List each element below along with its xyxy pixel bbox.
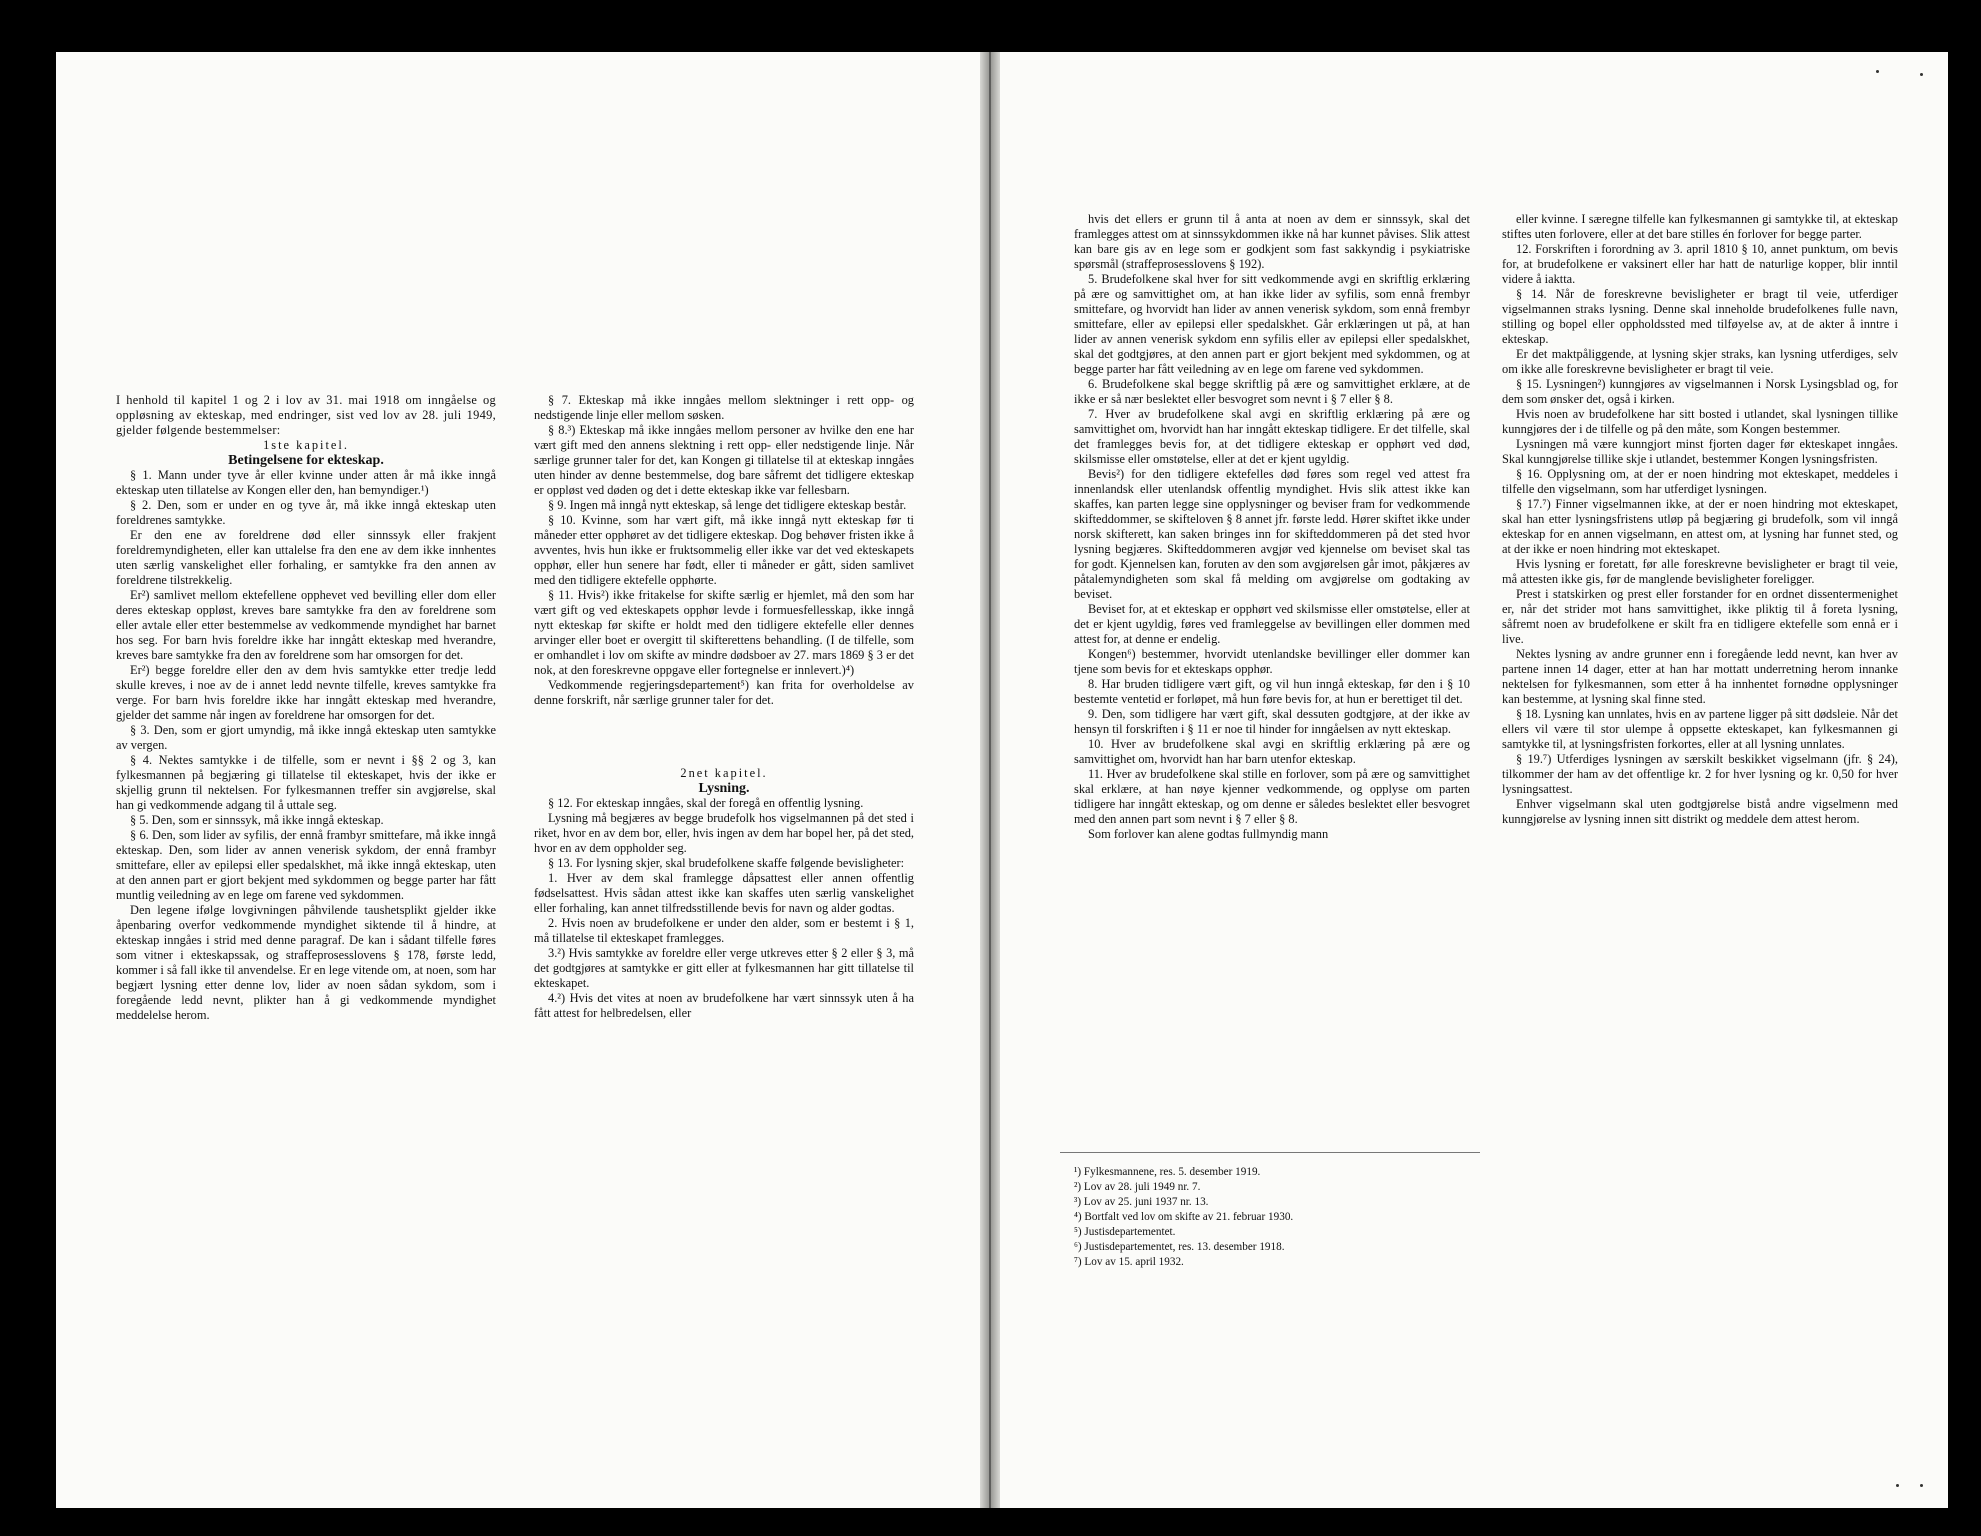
paragraph-list [534,393,914,708]
paragraph: Som forlover kan alene godtas fullmyndig mann [1088,827,1329,841]
scan-speck [1876,70,1879,73]
paragraph: 1. Hver av dem skal framlegge dåpsattest eller annen offentlig fødselsattest. Hvis sådan attest ikke kan skaffes uten særlig vanskelighet eller forhaling, kan annet tilfredsstillende bevis for navn og alder godtas. [534,871,914,915]
scan-speck [1920,1484,1923,1487]
paragraph: Kongen⁶) bestemmer, hvorvidt utenlandske bevillinger eller dommer kan tjene som bevis for et ekteskaps opphør. [1074,647,1470,676]
paragraph-list [1502,212,1898,827]
footnote: ⁷) Lov av 15. april 1932. [1074,1256,1184,1268]
paragraph: eller kvinne. I særegne tilfelle kan fylkesmannen gi samtykke til, at ekteskap stiftes uten forlovere, eller at det bare stilles én forlover for begge parter. [1502,212,1898,241]
paragraph: Nektes lysning av andre grunner enn i foregående ledd nevnt, kan hver av partene innen 14 dager, etter at han har mottatt underretning herom innanke nektelsen for fylkesmannen, som etter å ha innhentet fornødne opplysninger kan bestemme, at lysning skal finne sted. [1502,647,1898,706]
footnote: ³) Lov av 25. juni 1937 nr. 13. [1074,1196,1209,1208]
paragraph: § 19.⁷) Utferdiges lysningen av særskilt beskikket vigselmann (jfr. § 24), tilkommer der ham av det offentlige kr. 2 for hver lysning og kr. 0,50 for hver lysningsattest. [1502,752,1898,796]
paragraph: § 6. Den, som lider av syfilis, der ennå frambyr smittefare, må ikke inngå ekteskap. Den, som lider av annen venerisk sykdom, der ennå frambyr smittefare, eller av epilepsi eller spedalskhet, må ikke inngå ekteskap, uten at den annen part er gjort bekjent med sykdommen og begge parter har fått muntlig veiledning av en lege om farene ved sykdommen. [116,828,496,902]
paragraph: Lysning må begjæres av begge brudefolk hos vigselmannen på det sted i riket, hvor en av dem bor, eller, hvis ingen av dem har bopel her, på det sted, hvor en av dem oppholder seg. [534,811,914,855]
paragraph: § 10. Kvinne, som har vært gift, må ikke inngå nytt ekteskap før ti måneder etter opphøret av det tidligere ekteskap. Dog behøver fristen ikke å avventes, hvis hun ikke er fruktsommelig eller ikke var det ved ekteskapets opphør, eller hun senere har født, eller ti måneder er gått, siden samlivet med den tidligere ektefelle opphørte. [534,513,914,587]
chapter-1-title: 1ste kapitel. [263,438,349,452]
right-page-column-1 [1074,212,1470,842]
footnote: ²) Lov av 28. juli 1949 nr. 7. [1074,1181,1201,1193]
paragraph: § 5. Den, som er sinnssyk, må ikke inngå ekteskap. [130,813,384,827]
left-page [56,52,980,1508]
page-gutter [980,52,1000,1508]
paragraph: § 17.⁷) Finner vigselmannen ikke, at der er noen hindring mot ekteskapet, skal han etter lysningsfristens utløp på begjæring gi brudefolk, som vil inngå ekteskap for en annen vigselmann, en attest om, at lysning har funnet sted, og at der ikke er noen hindring mot ekteskapet. [1502,497,1898,556]
paragraph: 12. Forskriften i forordning av 3. april 1810 § 10, annet punktum, om bevis for, at brudefolkene er vaksinert eller har hatt de naturlige kopper, blir inntil videre å iaktta. [1502,242,1898,286]
paragraph: 3.²) Hvis samtykke av foreldre eller verge utkreves etter § 2 eller § 3, må det godtgjøres at samtykke er gitt eller at fylkesmannen har gitt tillatelse til ekteskapet. [534,946,914,990]
right-page [1000,52,1948,1508]
footnotes [1074,1165,1354,1270]
scan-speck [1896,1484,1899,1487]
left-page-column-2 [534,393,914,1021]
paragraph: Er²) samlivet mellom ektefellene opphevet ved bevilling eller dom eller deres ekteskap oppløst, kreves bare samtykke fra den av foreldrene som eller avtale eller etter bestemmelse av vedkommende myndighet har barnet hos seg. For barn hvis foreldre ikke har inngått ekteskap med hverandre, kreves bare samtykke fra den av foreldrene som har omsorgen for det. [116,588,496,662]
paragraph: Er den ene av foreldrene død eller sinnssyk eller frakjent foreldremyndigheten, eller kan uttalelse fra den ene av dem ikke innhentes uten særlig vanskelighet eller forhaling, er samtykke fra den annen av foreldrene tilstrekkelig. [116,528,496,587]
intro-paragraph: I henhold til kapitel 1 og 2 i lov av 31. mai 1918 om inngåelse og oppløsning av ekteskap, med endringer, sist ved lov av 28. juli 1949, gjelder følgende bestemmelser: [116,393,496,437]
paragraph: 11. Hver av brudefolkene skal stille en forlover, som på ære og samvittighet skal erklære, at han nøye kjenner vedkommende, og opplyse om parten tidligere har inngått ekteskap, og om denne er således beslektet eller besvogret med den annen part som nevnt i § 7 eller § 8. [1074,767,1470,826]
footnote: ⁴) Bortfalt ved lov om skifte av 21. februar 1930. [1074,1211,1294,1223]
chapter-2-subtitle: Lysning. [698,781,750,796]
paragraph: § 1. Mann under tyve år eller kvinne under atten år må ikke inngå ekteskap uten tillatelse av Kongen eller den, han bemyndiger.¹) [116,468,496,497]
paragraph: Lysningen må være kunngjort minst fjorten dager før ekteskapet inngåes. Skal kunngjørelse tillike skje i utlandet, bestemmer Kongen lysningsfristen. [1502,437,1898,466]
paragraph: § 18. Lysning kan unnlates, hvis en av partene ligger på sitt dødsleie. Når det ellers vil være til stor ulempe å oppsette ekteskapet, kan fylkesmannen gi samtykke til, at lysningsfristen forkortes, eller at all lysning unnlates. [1502,707,1898,751]
paragraph: Den legene ifølge lovgivningen påhvilende taushetsplikt gjelder ikke åpenbaring overfor vedkommende myndighet siktende til å hindre, at ekteskap inngåes i strid med denne paragraf. De kan i sådant tilfelle føres som vitner i ekteskapssak, og straffeprosesslovens § 178, første ledd, kommer i så fall ikke til anvendelse. Er en lege vitende om, at noen, som har begjært lysning etter denne lov, lider av noen sådan sykdom, som i foregående ledd nevnt, plikter han å gi vedkommende myndighet meddelelse herom. [116,903,496,1022]
paragraph: § 12. For ekteskap inngåes, skal der foregå en offentlig lysning. [548,796,864,810]
chapter-1-subtitle: Betingelsene for ekteskap. [228,453,384,468]
paragraph: Hvis lysning er foretatt, før alle foreskrevne bevisligheter er bragt til veie, må attesten ikke gis, før de manglende bevisligheter foreligger. [1502,557,1898,586]
paragraph: Vedkommende regjeringsdepartement⁵) kan frita for overholdelse av denne forskrift, når særlige grunner taler for det. [534,678,914,707]
paragraph: 5. Brudefolkene skal hver for sitt vedkommende avgi en skriftlig erklæring på ære og samvittighet om, at han ikke lider av syfilis, som ennå frembyr smittefare, og hvorvidt han lider av annen venerisk sykdom, som ennå frembyr smittefare, eller av epilepsi eller spedalskhet. Går erklæringen ut på, at han lider av annen venerisk sykdom enn syfilis eller av epilepsi eller spedalskhet, skal det godtgjøres, at den annen part er gjort bekjent med sykdommen, og at begge parter har fått veiledning av en lege om farene ved sykdommen. [1074,272,1470,376]
paragraph-list [116,468,496,1023]
left-page-column-1 [116,393,496,1023]
paragraph: 6. Brudefolkene skal begge skriftlig på ære og samvittighet erklære, at de ikke er så nær beslektet eller besvogret som nevnt i § 7 eller § 8. [1074,377,1470,406]
paragraph-list [534,796,914,1021]
paragraph: hvis det ellers er grunn til å anta at noen av dem er sinnssyk, skal det framlegges attest om at sinnssykdommen ikke nå har kunnet påvises. Slik attest kan bare gis av en lege som er godkjent som fast sakkyndig i psykiatriske spørsmål (straffeprosesslovens § 192). [1074,212,1470,271]
paragraph: § 3. Den, som er gjort umyndig, må ikke inngå ekteskap uten samtykke av vergen. [116,723,496,752]
paragraph: § 9. Ingen må inngå nytt ekteskap, så lenge det tidligere ekteskap består. [548,498,907,512]
paragraph-list [1074,212,1470,842]
paragraph: 2. Hvis noen av brudefolkene er under den alder, som er bestemt i § 1, må tillatelse til ekteskapet framlegges. [534,916,914,945]
paragraph: § 2. Den, som er under en og tyve år, må ikke inngå ekteskap uten foreldrenes samtykke. [116,498,496,527]
paragraph: § 11. Hvis²) ikke fritakelse for skifte særlig er hjemlet, må den som har vært gift og ved ekteskapets opphør levde i formuesfellesskap, ikke inngå nytt ekteskap før skifte er holdt med den tidligere ektefelle eller dennes arvinger eller boet er overgitt til skifterettens behandling. (I de tilfelle, som er omhandlet i lov om skifte av mindre dødsboer av 27. mars 1869 § 3 er det nok, at den foreskrevne oppgave eller fortegnelse er innlevert.)⁴) [534,588,914,677]
paragraph: § 14. Når de foreskrevne bevisligheter er bragt til veie, utferdiger vigselmannen straks lysning. Denne skal inneholde brudefolkenes fulle navn, stilling og bopel eller oppholdssted med tilføyelse av, at de akter å inntre i ekteskap. [1502,287,1898,346]
paragraph: 4.²) Hvis det vites at noen av brudefolkene har vært sinnssyk uten å ha fått attest for helbredelsen, eller [534,991,914,1020]
paragraph: Hvis noen av brudefolkene har sitt bosted i utlandet, skal lysningen tillike kunngjøres der i de tilfelle og på den måte, som Kongen bestemmer. [1502,407,1898,436]
chapter-2-title: 2net kapitel. [680,766,768,780]
paragraph: § 15. Lysningen²) kunngjøres av vigselmannen i Norsk Lysingsblad og, for dem som ønsker det, også i kirken. [1502,377,1898,406]
paragraph: 9. Den, som tidligere har vært gift, skal dessuten godtgjøre, at der ikke av hensyn til forskriften i § 11 er noe til hinder for inngåelsen av nytt ekteskap. [1074,707,1470,736]
footnote: ⁶) Justisdepartementet, res. 13. desember 1918. [1074,1241,1285,1253]
paragraph: § 8.³) Ekteskap må ikke inngåes mellom personer av hvilke den ene har vært gift med den annens slektning i rett opp- eller nedstigende linje. Når særlige grunner taler for det, kan Kongen gi tillatelse til at ekteskap inngåes uten hinder av denne bestemmelse, dog bare såfremt det tidligere ekteskap er oppløst ved døden og det i dette ekteskap ikke var fellesbarn. [534,423,914,497]
scan-speck [1920,73,1923,76]
paragraph: Prest i statskirken og prest eller forstander for en ordnet dissentermenighet er, når det strider mot hans samvittighet, ikke pliktig til å foreta lysning, såfremt noen av brudefolkene er skilt fra en tidligere ektefelle som ennå er i live. [1502,587,1898,646]
right-page-column-2 [1502,212,1898,827]
footnote: ⁵) Justisdepartementet. [1074,1226,1176,1238]
paragraph: § 4. Nektes samtykke i de tilfelle, som er nevnt i §§ 2 og 3, kan fylkesmannen på begjæring gi tillatelse til ekteskapet, hvis der ikke er skjellig grunn til nektelsen. For fylkesmannen treffer sin avgjørelse, skal han gi vedkommende adgang til å uttale seg. [116,753,496,812]
paragraph: § 7. Ekteskap må ikke inngåes mellom slektninger i rett opp- og nedstigende linje eller mellom søsken. [534,393,914,422]
paragraph: § 16. Opplysning om, at der er noen hindring mot ekteskapet, meddeles i tilfelle den vigselmann, som har utferdiget lysningen. [1502,467,1898,496]
paragraph: 8. Har bruden tidligere vært gift, og vil hun inngå ekteskap, før den i § 10 bestemte ventetid er forløpet, må hun føre bevis for, at hun er berettiget til det. [1074,677,1470,706]
paragraph: Beviset for, at et ekteskap er opphørt ved skilsmisse eller omstøtelse, eller at det er kjent ugyldig, føres ved framleggelse av bevillingen eller dommen med attest for, at denne er endelig. [1074,602,1470,646]
paragraph: § 13. For lysning skjer, skal brudefolkene skaffe følgende bevisligheter: [548,856,905,870]
paragraph: Er det maktpåliggende, at lysning skjer straks, kan lysning utferdiges, selv om ikke alle foreskrevne bevisligheter er bragt til veie. [1502,347,1898,376]
paragraph: Enhver vigselmann skal uten godtgjørelse bistå andre vigselmenn med kunngjørelse av lysning innen sitt distrikt og meddele dem attest herom. [1502,797,1898,826]
paragraph: Er²) begge foreldre eller den av dem hvis samtykke etter tredje ledd skulle kreves, i noe av de i annet ledd nevnte tilfelle, kreves samtykke fra verge. For barn hvis foreldre ikke har inngått ekteskap med hverandre, gjelder det samme når ingen av foreldrene har omsorgen for det. [116,663,496,722]
footnote-separator [1060,1152,1480,1153]
footnote: ¹) Fylkesmannene, res. 5. desember 1919. [1074,1166,1261,1178]
paragraph: 10. Hver av brudefolkene skal avgi en skriftlig erklæring på ære og samvittighet om, hvorvidt han har barn utenfor ekteskap. [1074,737,1470,766]
paragraph: 7. Hver av brudefolkene skal avgi en skriftlig erklæring på ære og samvittighet om, hvorvidt han har inngått ekteskap tidligere. Er det tilfelle, skal det framlegges bevis for, at det tidligere ekteskap er opphørt ved død, skilsmisse eller omstøtelse, eller at det er kjent ugyldig. [1074,407,1470,466]
paragraph: Bevis²) for den tidligere ektefelles død føres som regel ved attest fra innenlandsk eller utenlandsk offentlig myndighet. Hvis slik attest ikke kan skaffes, kan parten legge sine opplysninger og beviser fram for vedkommende skifteddommer, se skifteloven § 8 annet jfr. første ledd. Hører skiftet ikke under norsk skifterett, kan saken bringes inn for skifteddommeren på det sted hvor lysning begjæres. Skifteddommeren avgjør ved kjennelse om beviset skal tas for godt. Kjennelsen kan, foruten av den som avgjørelsen går imot, påkjæres av påtalemyndigheten som skal få melding om avgjørelse om godtaking av beviset. [1074,467,1470,601]
